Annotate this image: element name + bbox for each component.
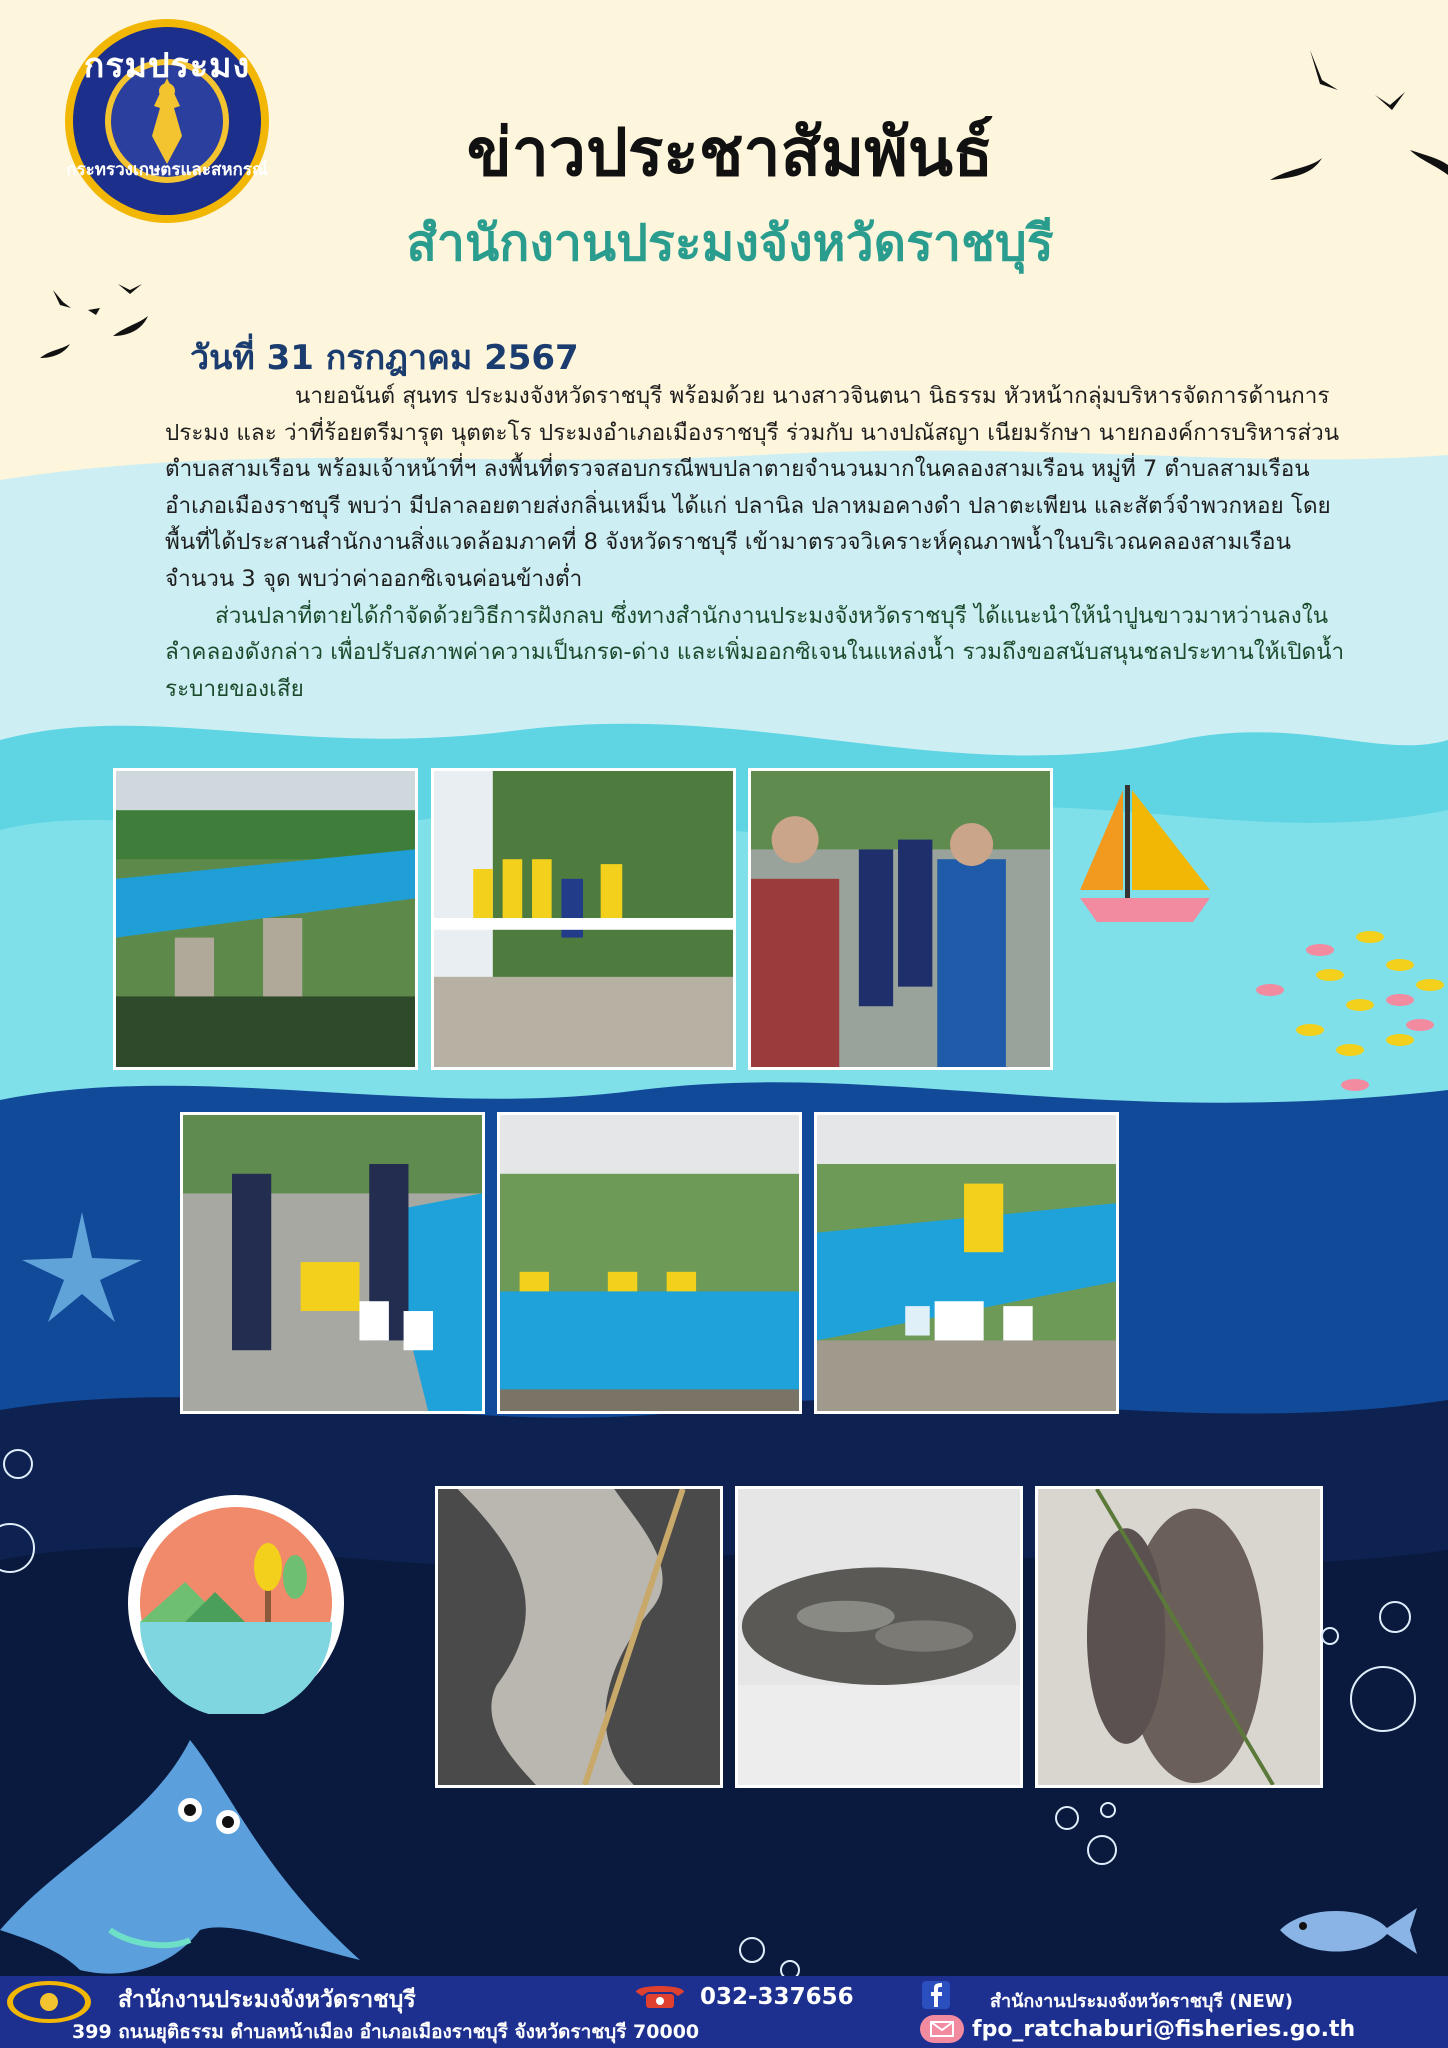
footer-facebook[interactable]: สำนักงานประมงจังหวัดราชบุรี (NEW) bbox=[990, 1991, 1293, 2012]
photo-bridge bbox=[113, 768, 418, 1070]
facebook-icon bbox=[918, 1981, 954, 2009]
bubbles-icon bbox=[0, 1440, 1448, 1980]
article-paragraph-1: นายอนันต์ สุนทร ประมงจังหวัดราชบุรี พร้อมด้วย นางสาวจินตนา นิธรรม หัวหน้ากลุ่มบริหารจัดการด้านการประมง และ ว่าที่ร้อยตรีมารุต นุตตะโร ประมงอำเภอเมืองราชบุรี ร่วมกับ นางปณัสญา เนียมรักษา นายกองค์การบริหารส่วนตำบลสามเรือน พร้อมเจ้าหน้าที่ฯ ลงพื้นที่ตรวจสอบกรณีพบปลาตายจำนวนมากในคลองสามเรือน หมู่ที่ 7 ตำบลสามเรือน อำเภอเมืองราชบุรี พบว่า มีปลาลอยตายส่งกลิ่นเหม็น ได้แก่ ปลานิล ปลาหมอคางดำ ปลาตะเพียน และสัตว์จำพวกหอย โดยพื้นที่ได้ประสานสำนักงานสิ่งแวดล้อมภาคที่ 8 จังหวัดราชบุรี เข้ามาตรวจวิเคราะห์คุณภาพน้ำในบริเวณคลองสามเรือน จำนวน 3 จุด พบว่าค่าออกซิเจนค่อนข้างต่ำ bbox=[165, 383, 1340, 592]
footer-email[interactable]: fpo_ratchaburi@fisheries.go.th bbox=[972, 2017, 1356, 2042]
article-date: วันที่ 31 กรกฎาคม 2567 bbox=[190, 338, 579, 378]
photo-officials-railing bbox=[431, 768, 736, 1070]
page-subtitle: สำนักงานประมงจังหวัดราชบุรี bbox=[406, 214, 1054, 272]
photo-bridge-team bbox=[497, 1112, 802, 1414]
photo-buckets-bridge bbox=[814, 1112, 1119, 1414]
starfish-icon bbox=[20, 1210, 145, 1325]
article-body bbox=[165, 378, 1365, 707]
phone-icon bbox=[632, 1982, 688, 2010]
birds-top-right-icon bbox=[1260, 40, 1448, 190]
page-title: ข่าวประชาสัมพันธ์ bbox=[466, 114, 994, 191]
email-icon bbox=[918, 2015, 966, 2043]
footer-office-name: สำนักงานประมงจังหวัดราชบุรี bbox=[118, 1987, 416, 2013]
footer-phone[interactable]: 032-337656 bbox=[700, 1984, 854, 2010]
footer-address: 399 ถนนยุติธรรม ตำบลหน้าเมือง อำเภอเมืองราชบุรี จังหวัดราชบุรี 70000 bbox=[72, 2021, 700, 2043]
footer-bar bbox=[0, 1976, 1448, 2048]
photo-group-inspection bbox=[748, 768, 1053, 1070]
photo-water-sampling-road bbox=[180, 1112, 485, 1414]
birds-left-icon bbox=[38, 280, 158, 360]
sailboat-icon bbox=[1075, 780, 1215, 930]
logo-text-bottom: กระทรวงเกษตรและสหกรณ์ bbox=[66, 160, 268, 180]
fish-school-icon bbox=[1250, 925, 1448, 1100]
article-paragraph-2: ส่วนปลาที่ตายได้กำจัดด้วยวิธีการฝังกลบ ซึ่งทางสำนักงานประมงจังหวัดราชบุรี ได้แนะนำให้นำปูนขาวมาหว่านลงในลำคลองดังกล่าว เพื่อปรับสภาพค่าความเป็นกรด-ด่าง และเพิ่มออกซิเจนในแหล่งน้ำ รวมถึงขอสนับสนุนชลประทานให้เปิดน้ำระบายของเสีย bbox=[165, 602, 1345, 702]
logo-text-top: กรมประมง bbox=[83, 46, 251, 86]
department-logo bbox=[62, 16, 272, 226]
